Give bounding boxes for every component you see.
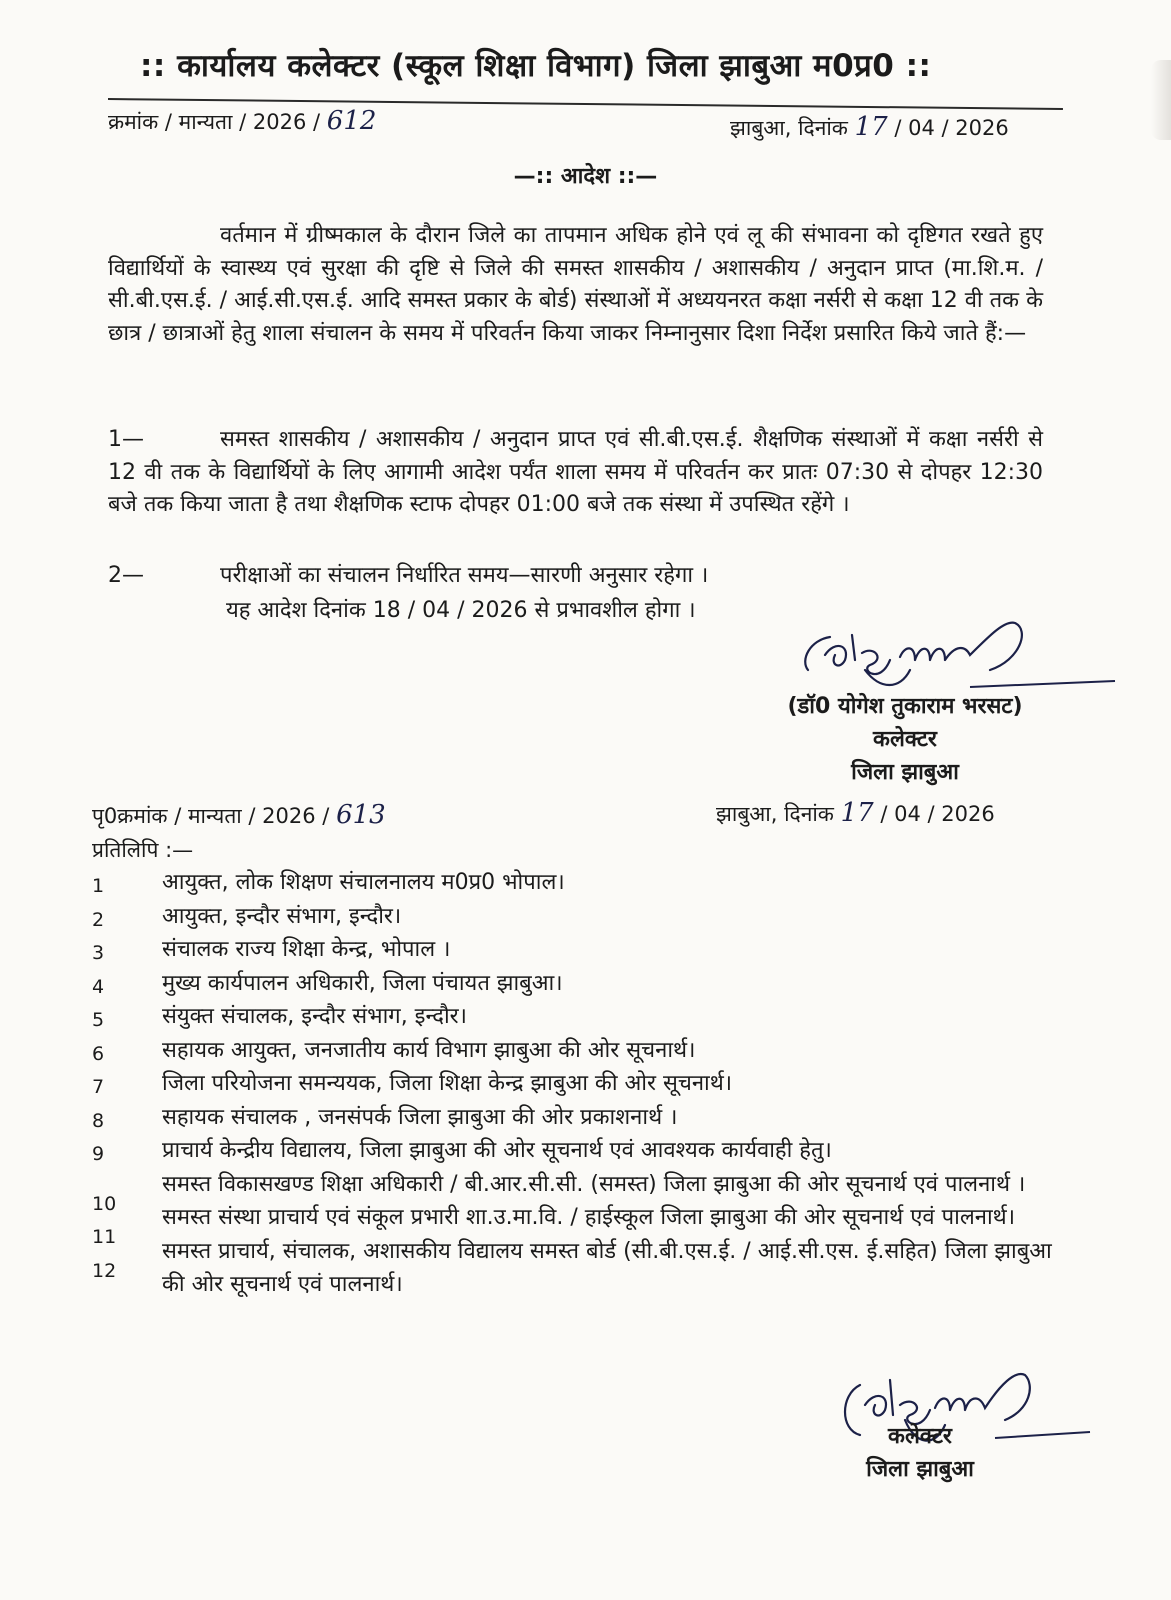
order-date-prefix: झाबुआ, दिनांक [730,116,848,140]
order-reference-prefix: क्रमांक / मान्यता / 2026 / [108,110,321,134]
copy-recipient [92,1134,1052,1168]
recipient-text: सहायक आयुक्त, जनजातीय कार्य विभाग झाबुआ की ओर सूचनार्थ। [162,1037,696,1063]
copy-date [716,798,995,828]
copy-recipient [92,933,1052,967]
copy-recipient [92,1201,1052,1248]
copy-date-prefix: झाबुआ, दिनांक [716,802,834,826]
recipient-text: संचालक राज्य शिक्षा केन्द्र, भोपाल । [162,937,451,962]
copy-recipient [92,1000,1052,1034]
order-intro-paragraph: वर्तमान में ग्रीष्मकाल के दौरान जिले का तापमान अधिक होने एवं लू की संभावना को दृष्टिगत रखते हुए विद्यार्थियों के स्वास्थ्य एवं सुरक्षा की दृष्टि से जिले की समस्त शासकीय / अशासकीय / अनुदान प्राप्त (मा.शि.म. / सी.बी.एस.ई. / आई.सी.एस.ई. आदि समस्त प्रकार के बोर्ड) संस्थाओं में अध्ययनरत कक्षा नर्सरी से कक्षा 12 वी तक के छात्र / छात्राओं हेतु शाला संचालन के समय में परिवर्तन किया जाकर निम्नानुसार दिशा निर्देश प्रसारित किये जाते हैं:— [108,223,1043,346]
recipient-text: समस्त प्राचार्य, संचालक, अशासकीय विद्यालय समस्त बोर्ड (सी.बी.एस.ई. / आई.सी.एस. ई.सहित) जिला झाबुआ की ओर सूचनार्थ एवं पालनार्थ। [162,1238,1052,1297]
office-header-title: :: कार्यालय कलेक्टर (स्कूल शिक्षा विभाग) जिला झाबुआ म0प्र0 :: [140,48,932,84]
copy-date-suffix: / 04 / 2026 [880,802,995,826]
copy-recipient [92,1067,1052,1101]
recipient-number: 11 [92,1226,117,1248]
scan-edge-shadow [1151,60,1171,140]
effective-date-line: यह आदेश दिनांक 18 / 04 / 2026 से प्रभावशील होगा । [226,598,696,623]
recipient-text: मुख्य कार्यपालन अधिकारी, जिला पंचायत झाबुआ। [162,970,563,996]
clause-text: परीक्षाओं का संचालन निर्धारित समय—सारणी अनुसार रहेगा । [220,563,709,588]
order-date [730,112,1009,142]
copy-reference-number: 613 [336,800,386,830]
signatory-name: (डॉ0 योगेश तुकाराम भरसट) [787,694,1023,719]
recipient-text: आयुक्त, इन्दौर संभाग, इन्दौर। [162,903,402,929]
recipient-number: 12 [92,1259,117,1282]
copy-date-day: 17 [840,798,874,828]
recipient-number: 6 [92,1042,105,1065]
copy-to-label: प्रतिलिपि :— [92,838,194,862]
copy-recipient [92,1235,1052,1302]
copy-recipient-list [92,866,1052,1302]
order-date-suffix: / 04 / 2026 [894,116,1009,140]
copy-recipient [92,866,1052,900]
order-clause-1 [108,424,1043,522]
recipient-number: 9 [92,1143,105,1165]
recipient-text: प्राचार्य केन्द्रीय विद्यालय, जिला झाबुआ की ओर सूचनार्थ एवं आवश्यक कार्यवाही हेतु। [162,1138,832,1163]
recipient-text: सहायक संचालक , जनसंपर्क जिला झाबुआ की ओर प्रकाशनार्थ । [162,1104,678,1130]
recipient-number: 2 [92,908,105,931]
order-date-day: 17 [854,112,888,142]
copy-signatory-block [800,1420,1040,1486]
recipient-text: समस्त संस्था प्राचार्य एवं संकूल प्रभारी शा.उ.मा.वि. / हाईस्कूल जिला झाबुआ की ओर सूचनार्थ एवं पालनार्थ। [162,1205,1016,1230]
copy-recipient [92,967,1052,1001]
copy-recipient [92,1101,1052,1135]
copy-signatory-district: जिला झाबुआ [866,1457,974,1482]
copy-signatory-designation: कलेक्टर [888,1424,952,1449]
order-clause-2 [108,560,1043,593]
recipient-text: आयुक्त, लोक शिक्षण संचालनालय म0प्र0 भोपाल। [162,870,565,895]
copy-recipient [92,1168,1052,1215]
copy-recipient [92,900,1052,934]
recipient-text: संयुक्त संचालक, इन्दौर संभाग, इन्दौर। [162,1004,467,1029]
collector-signature [790,615,1120,695]
signatory-block [735,690,1075,789]
copy-reference-prefix: पृ0क्रमांक / मान्यता / 2026 / [92,804,330,828]
recipient-text: जिला परियोजना समन्ययक, जिला शिक्षा केन्द्र झाबुआ की ओर सूचनार्थ। [162,1071,733,1096]
copy-reference [92,800,386,830]
clause-text: समस्त शासकीय / अशासकीय / अनुदान प्राप्त एवं सी.बी.एस.ई. शैक्षणिक संस्थाओं में कक्षा नर्सरी से 12 वी तक के विद्यार्थियों के लिए आगामी आदेश पर्यंत शाला समय में परिवर्तन कर प्रातः 07:30 से दोपहर 12:30 बजे तक किया जाता है तथा शैक्षणिक स्टाफ दोपहर 01:00 बजे तक संस्था में उपस्थित रहेंगे । [108,427,1043,517]
signatory-district: जिला झाबुआ [851,760,959,785]
order-reference [108,106,376,136]
order-heading: —:: आदेश ::— [513,164,658,189]
recipient-number: 1 [92,875,105,897]
clause-number: 2— [108,563,144,588]
signatory-designation: कलेक्टर [873,727,937,752]
recipient-number: 10 [92,1192,117,1215]
recipient-number: 3 [92,942,105,964]
recipient-number: 7 [92,1076,105,1098]
recipient-number: 5 [92,1009,105,1031]
clause-number: 1— [108,427,144,452]
recipient-number: 8 [92,1109,105,1132]
copy-recipient [92,1034,1052,1068]
recipient-number: 4 [92,975,105,998]
recipient-text: समस्त विकासखण्ड शिक्षा अधिकारी / बी.आर.सी.सी. (समस्त) जिला झाबुआ की ओर सूचनार्थ एवं पालनार्थ । [162,1171,1026,1197]
order-reference-number: 612 [326,106,377,136]
